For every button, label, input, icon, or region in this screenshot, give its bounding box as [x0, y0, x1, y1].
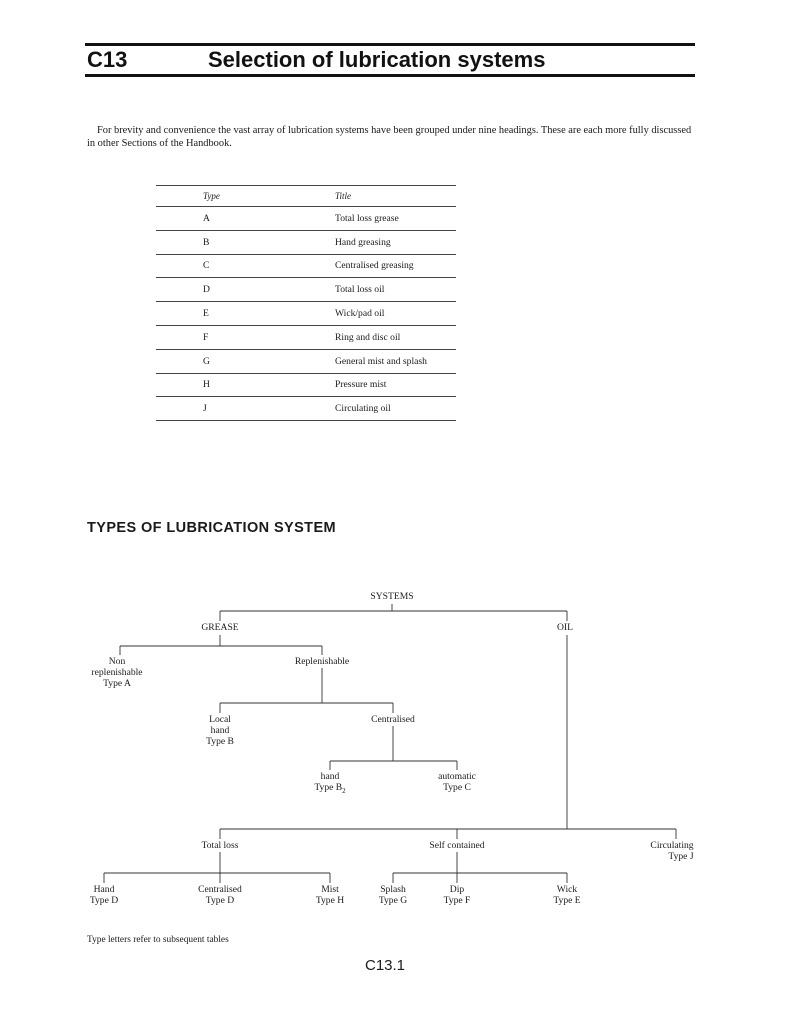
title-cell: Circulating oil: [335, 397, 456, 421]
node-line: Type A: [103, 678, 131, 689]
title-cell: Total loss grease: [335, 207, 456, 231]
node-non-replenishable: [91, 656, 142, 689]
node-hand-d: [90, 884, 118, 906]
subscript: 2: [342, 786, 346, 795]
title-cell: General mist and splash: [335, 349, 456, 373]
node-line: Type E: [553, 895, 581, 906]
page-number: C13.1: [365, 957, 406, 974]
type-cell: A: [156, 207, 335, 231]
type-cell: C: [156, 254, 335, 278]
node-line: Type H: [315, 895, 345, 906]
title-cell: Wick/pad oil: [335, 302, 456, 326]
title-column-header: Title: [335, 186, 456, 207]
node-line: Type C: [443, 782, 471, 793]
header-rule-bottom: [85, 74, 695, 77]
lubrication-type-table: [156, 185, 456, 421]
node-centralised: Centralised: [371, 714, 415, 725]
node-line: Type J: [668, 851, 694, 862]
node-self-contained: Self contained: [429, 840, 485, 851]
type-column-header: Type: [156, 186, 335, 207]
node-replenishable: Replenishable: [294, 656, 350, 667]
node-splash: [379, 884, 407, 906]
node-line: Non: [108, 656, 126, 667]
table-row: [156, 230, 456, 254]
node-line: Wick: [556, 884, 578, 895]
node-line: Type D: [205, 895, 235, 906]
node-line: Type D: [89, 895, 119, 906]
node-automatic: [438, 771, 476, 793]
table-row: [156, 373, 456, 397]
header-rule-top: [85, 43, 695, 46]
node-dip: [444, 884, 471, 906]
node-oil: OIL: [557, 622, 573, 633]
intro-paragraph: For brevity and convenience the vast array of lubrication systems have been grouped under nine headings. These are each more fully discussed in other Sections of the Handbook.: [87, 125, 692, 149]
table-row: [156, 302, 456, 326]
node-total-loss: Total loss: [201, 840, 239, 851]
node-line: Local: [209, 714, 231, 725]
table-row: [156, 325, 456, 349]
section-heading: TYPES OF LUBRICATION SYSTEM: [87, 520, 336, 536]
node-line: automatic: [438, 771, 476, 782]
node-line: Splash: [380, 884, 406, 895]
node-line: Dip: [449, 884, 465, 895]
node-line: Type F: [443, 895, 471, 906]
section-code: C13: [87, 47, 128, 72]
node-line: Circulating: [650, 840, 694, 851]
node-line: hand: [210, 725, 230, 736]
node-line: hand: [320, 771, 340, 782]
node-line: Mist: [321, 884, 339, 895]
table-row: [156, 397, 456, 421]
type-cell: G: [156, 349, 335, 373]
node-mist: [316, 884, 344, 906]
footnote: Type letters refer to subsequent tables: [87, 935, 229, 945]
table-row: [156, 349, 456, 373]
type-cell: D: [156, 278, 335, 302]
node-line: Centralised: [198, 884, 242, 895]
node-text: Type B: [314, 782, 343, 793]
type-cell: E: [156, 302, 335, 326]
node-grease: GREASE: [201, 622, 239, 633]
page-title: Selection of lubrication systems: [208, 47, 546, 72]
title-cell: Ring and disc oil: [335, 325, 456, 349]
table-row: [156, 207, 456, 231]
table-header-row: [156, 186, 456, 207]
table-row: [156, 254, 456, 278]
node-line: Hand: [93, 884, 115, 895]
title-cell: Total loss oil: [335, 278, 456, 302]
node-systems: SYSTEMS: [370, 591, 414, 602]
title-cell: Centralised greasing: [335, 254, 456, 278]
node-line: Type B: [206, 736, 234, 747]
type-cell: B: [156, 230, 335, 254]
type-cell: F: [156, 325, 335, 349]
title-cell: Pressure mist: [335, 373, 456, 397]
node-hand-b2: [314, 771, 345, 797]
node-local-hand: [206, 714, 234, 747]
node-wick: [553, 884, 580, 906]
type-cell: H: [156, 373, 335, 397]
node-line: [314, 782, 345, 797]
node-centralised-d: [198, 884, 242, 906]
node-line: replenishable: [91, 667, 143, 678]
table-row: [156, 278, 456, 302]
node-circulating: [650, 840, 693, 862]
node-line: Type G: [378, 895, 408, 906]
type-cell: J: [156, 397, 335, 421]
title-cell: Hand greasing: [335, 230, 456, 254]
